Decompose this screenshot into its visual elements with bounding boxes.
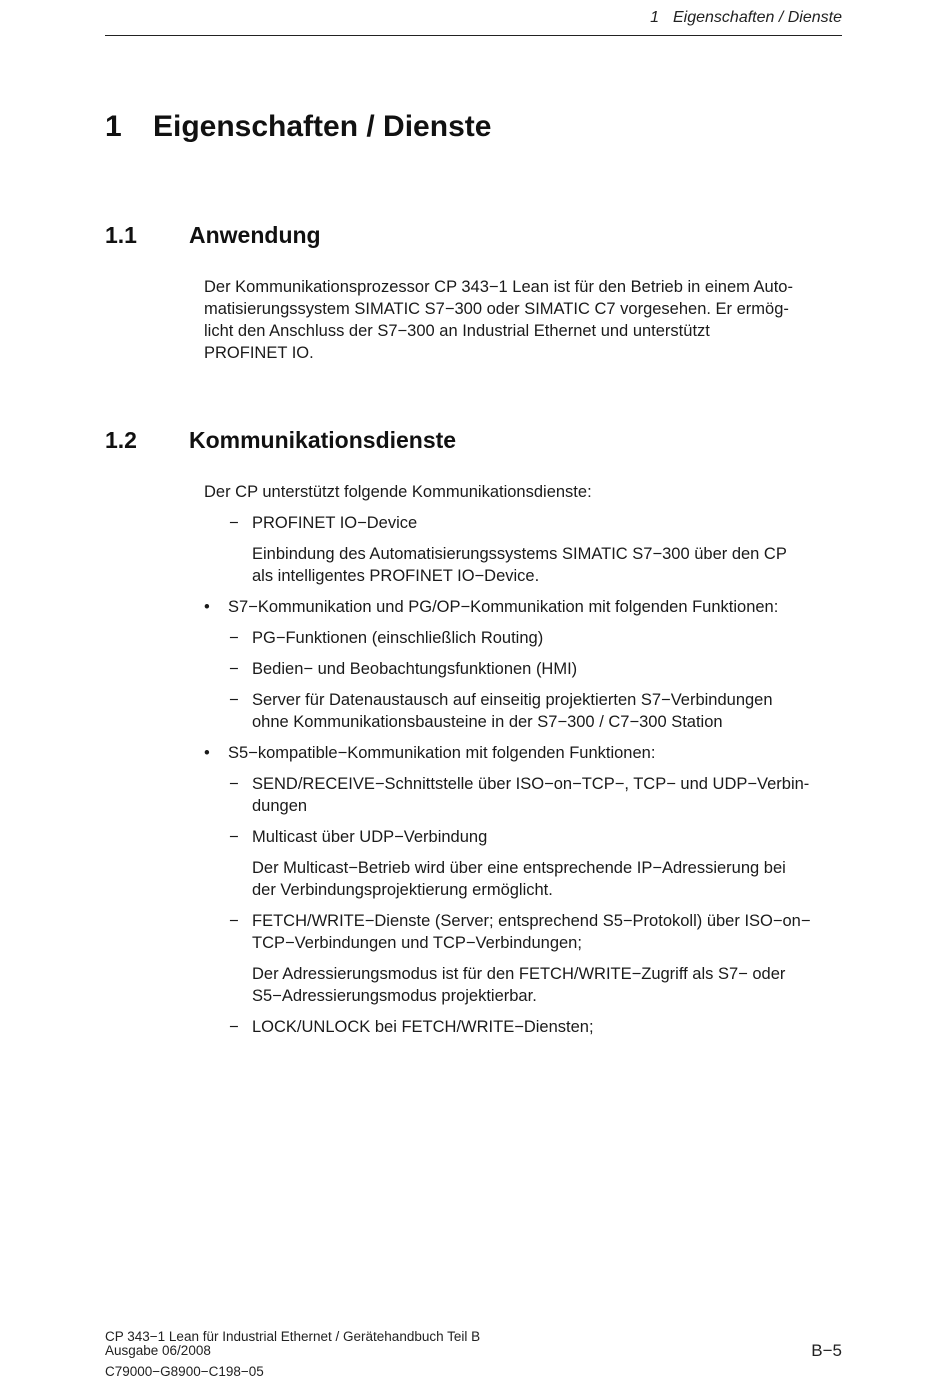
bullet-marker: • xyxy=(204,744,210,762)
list-item-dash xyxy=(204,1016,844,1038)
list-item-line: der Verbindungsprojektierung ermöglicht. xyxy=(252,881,553,899)
dash-marker: − xyxy=(229,629,239,647)
dash-marker: − xyxy=(229,775,239,793)
list-item-line: S5−kompatible−Kommunikation mit folgenden Funktionen: xyxy=(228,744,656,762)
section-paragraph-anwendung xyxy=(204,276,844,364)
running-header-chapter-number: 1 xyxy=(650,9,659,26)
section-number: 1.1 xyxy=(105,222,137,248)
section-heading-anwendung xyxy=(105,222,321,249)
footer-document-title: CP 343−1 Lean für Industrial Ethernet / Gerätehandbuch Teil B xyxy=(105,1329,481,1344)
list-item-line: Der Multicast−Betrieb wird über eine entsprechende IP−Adressierung bei xyxy=(252,859,786,877)
running-header-chapter-title: Eigenschaften / Dienste xyxy=(673,9,842,26)
section-title: Anwendung xyxy=(189,222,321,248)
list-item-note xyxy=(204,857,844,901)
header-rule xyxy=(105,35,842,36)
bullet-marker: • xyxy=(204,598,210,616)
services-list xyxy=(204,481,844,1038)
list-item-dash xyxy=(204,658,844,680)
list-item-dash xyxy=(204,689,844,733)
section-number: 1.2 xyxy=(105,427,137,453)
list-item-dash xyxy=(204,627,844,649)
paragraph-line: matisierungssystem SIMATIC S7−300 oder SIMATIC C7 vorgesehen. Er ermög- xyxy=(204,300,789,318)
list-item-bullet xyxy=(204,742,844,764)
dash-marker: − xyxy=(229,691,239,709)
paragraph-line: Der Kommunikationsprozessor CP 343−1 Lean ist für den Betrieb in einem Auto- xyxy=(204,278,793,296)
services-intro: Der CP unterstützt folgende Kommunikationsdienste: xyxy=(204,483,592,501)
list-item-line: FETCH/WRITE−Dienste (Server; entsprechend S5−Protokoll) über ISO−on− xyxy=(252,912,811,930)
list-item-note xyxy=(204,543,844,587)
footer-order-number: C79000−G8900−C198−05 xyxy=(105,1364,264,1379)
list-item-line: SEND/RECEIVE−Schnittstelle über ISO−on−TCP−, TCP− und UDP−Verbin- xyxy=(252,775,810,793)
list-item-line: S7−Kommunikation und PG/OP−Kommunikation mit folgenden Funktionen: xyxy=(228,598,779,616)
list-item-line: Server für Datenaustausch auf einseitig projektierten S7−Verbindungen xyxy=(252,691,773,709)
list-item-line: Einbindung des Automatisierungssystems SIMATIC S7−300 über den CP xyxy=(252,545,787,563)
list-item-line: dungen xyxy=(252,797,308,815)
list-item-dash xyxy=(204,512,844,534)
paragraph-line: licht den Anschluss der S7−300 an Industrial Ethernet und unterstützt xyxy=(204,322,710,340)
list-item-line: ohne Kommunikationsbausteine in der S7−300 / C7−300 Station xyxy=(252,713,723,731)
list-item-line: Multicast über UDP−Verbindung xyxy=(252,828,488,846)
list-item-dash xyxy=(204,773,844,817)
list-item-line: TCP−Verbindungen und TCP−Verbindungen; xyxy=(252,934,582,952)
chapter-title: Eigenschaften / Dienste xyxy=(153,110,492,143)
dash-marker: − xyxy=(229,912,239,930)
dash-marker: − xyxy=(229,828,239,846)
running-header xyxy=(650,9,842,27)
list-item-line: LOCK/UNLOCK bei FETCH/WRITE−Diensten; xyxy=(252,1018,594,1036)
list-item-dash xyxy=(204,910,844,954)
section-heading-kommunikationsdienste xyxy=(105,427,456,454)
dash-marker: − xyxy=(229,1018,239,1036)
chapter-number: 1 xyxy=(105,110,122,143)
paragraph-line: PROFINET IO. xyxy=(204,344,314,362)
list-item-bullet xyxy=(204,596,844,618)
section-title: Kommunikationsdienste xyxy=(189,427,457,453)
list-item-line: PROFINET IO−Device xyxy=(252,514,418,532)
dash-marker: − xyxy=(229,660,239,678)
list-item-line: Der Adressierungsmodus ist für den FETCH/WRITE−Zugriff als S7− oder xyxy=(252,965,786,983)
list-item-line: PG−Funktionen (einschließlich Routing) xyxy=(252,629,544,647)
dash-marker: − xyxy=(229,514,239,532)
list-item-dash xyxy=(204,826,844,848)
list-item-line: Bedien− und Beobachtungsfunktionen (HMI) xyxy=(252,660,578,678)
footer-edition: Ausgabe 06/2008 xyxy=(105,1343,211,1358)
page-number: B−5 xyxy=(811,1341,842,1360)
list-item-line: S5−Adressierungsmodus projektierbar. xyxy=(252,987,537,1005)
chapter-heading xyxy=(105,110,491,144)
list-item-line: als intelligentes PROFINET IO−Device. xyxy=(252,567,540,585)
list-item-note xyxy=(204,963,844,1007)
